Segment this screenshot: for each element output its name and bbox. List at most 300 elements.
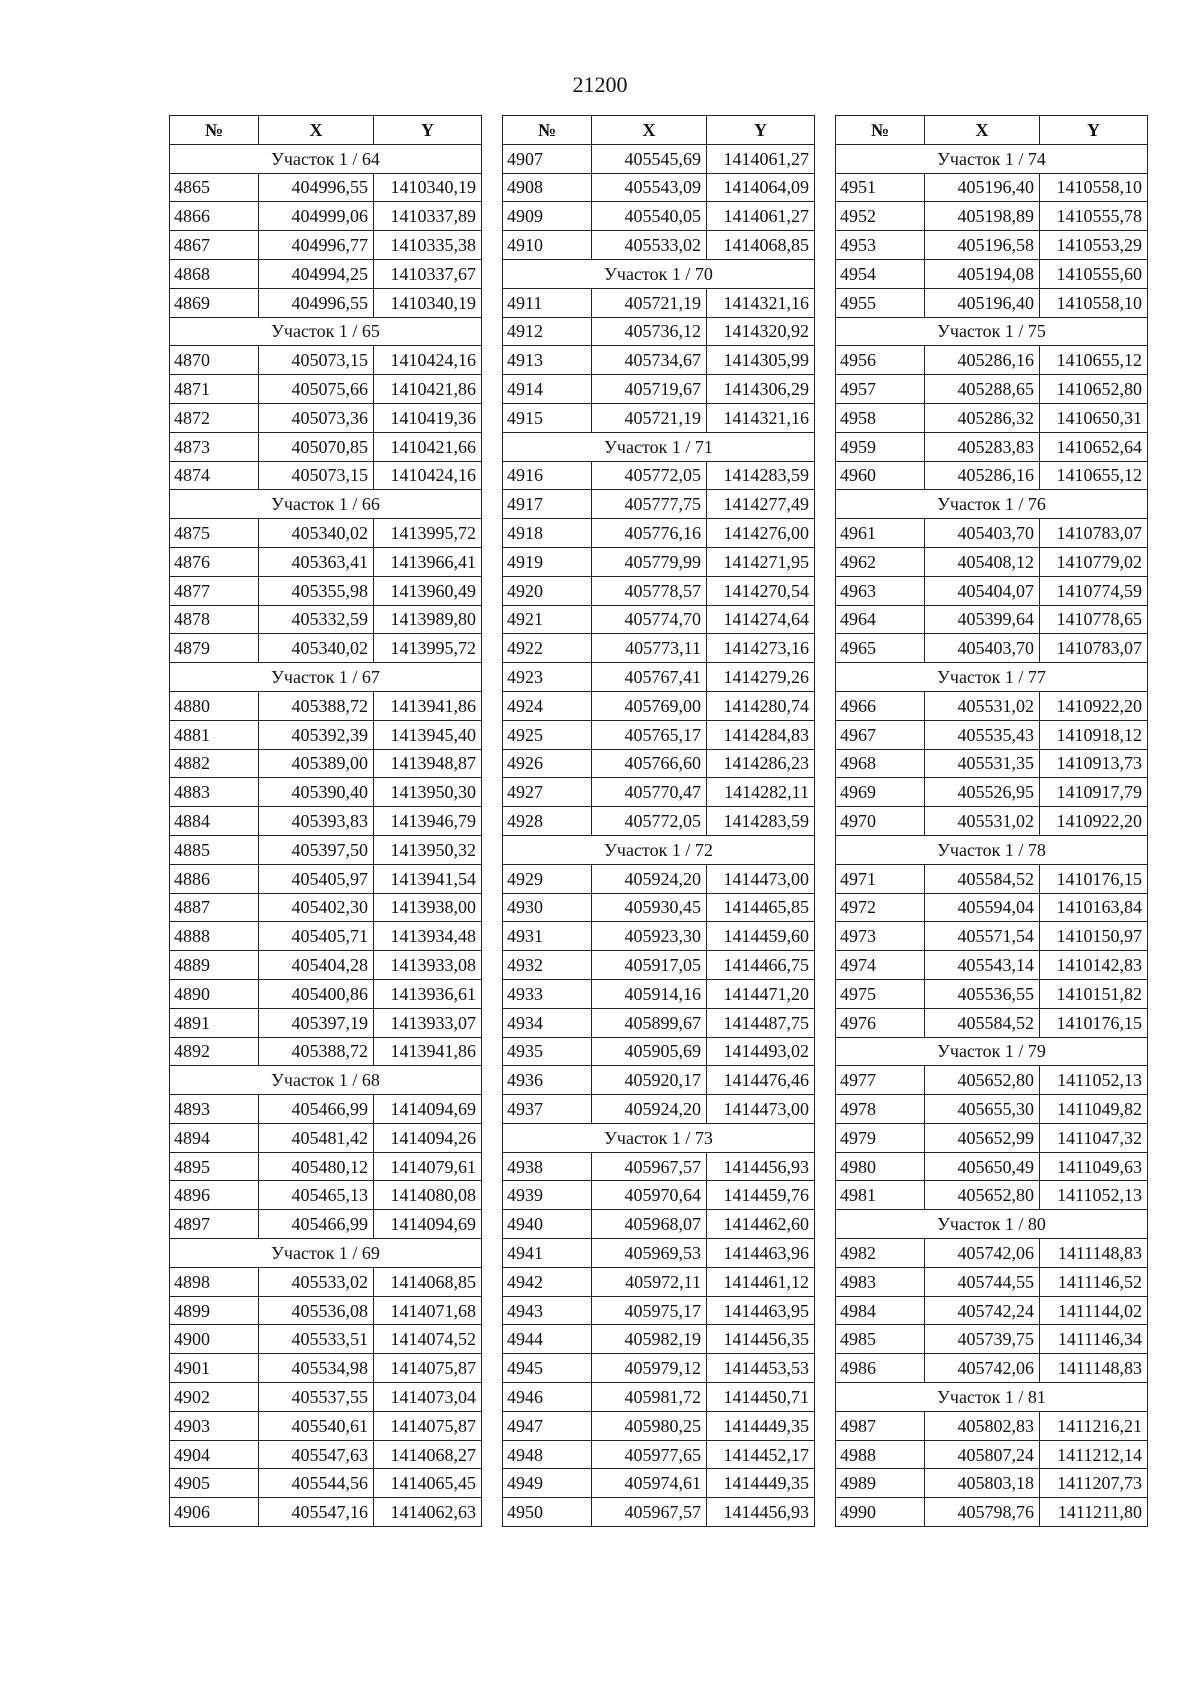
x-coordinate-cell: 405196,40 <box>925 288 1040 317</box>
y-coordinate-cell: 1414283,59 <box>707 461 815 490</box>
x-coordinate-cell: 405744,55 <box>925 1267 1040 1296</box>
y-coordinate-cell: 1414279,26 <box>707 663 815 692</box>
x-coordinate-cell: 405980,25 <box>592 1411 707 1440</box>
point-number-cell: 4967 <box>836 720 925 749</box>
x-coordinate-cell: 405466,99 <box>259 1095 374 1124</box>
y-coordinate-cell: 1410655,12 <box>1040 346 1148 375</box>
point-number-cell: 4875 <box>170 519 259 548</box>
header-number: № <box>836 116 925 145</box>
point-number-cell: 4916 <box>503 461 592 490</box>
table-row <box>503 346 815 375</box>
y-coordinate-cell: 1414286,23 <box>707 749 815 778</box>
y-coordinate-cell: 1413936,61 <box>374 979 482 1008</box>
y-coordinate-cell: 1410421,86 <box>374 375 482 404</box>
x-coordinate-cell: 405540,61 <box>259 1411 374 1440</box>
table-row <box>503 951 815 980</box>
x-coordinate-cell: 405924,20 <box>592 1095 707 1124</box>
point-number-cell: 4937 <box>503 1095 592 1124</box>
x-coordinate-cell: 405967,57 <box>592 1152 707 1181</box>
y-coordinate-cell: 1414075,87 <box>374 1411 482 1440</box>
table-row <box>503 1210 815 1239</box>
table-row <box>836 951 1148 980</box>
point-number-cell: 4873 <box>170 432 259 461</box>
point-number-cell: 4968 <box>836 749 925 778</box>
table-row <box>170 1325 482 1354</box>
table-row <box>503 519 815 548</box>
x-coordinate-cell: 405355,98 <box>259 576 374 605</box>
table-row <box>836 749 1148 778</box>
y-coordinate-cell: 1411052,13 <box>1040 1066 1148 1095</box>
table-row <box>836 1411 1148 1440</box>
y-coordinate-cell: 1411212,14 <box>1040 1440 1148 1469</box>
point-number-cell: 4914 <box>503 375 592 404</box>
y-coordinate-cell: 1410652,80 <box>1040 375 1148 404</box>
point-number-cell: 4934 <box>503 1008 592 1037</box>
point-number-cell: 4899 <box>170 1296 259 1325</box>
table-row <box>503 778 815 807</box>
y-coordinate-cell: 1413950,32 <box>374 835 482 864</box>
point-number-cell: 4905 <box>170 1469 259 1498</box>
x-coordinate-cell: 405075,66 <box>259 375 374 404</box>
header-number: № <box>503 116 592 145</box>
section-row <box>836 144 1148 173</box>
y-coordinate-cell: 1414080,08 <box>374 1181 482 1210</box>
x-coordinate-cell: 404999,06 <box>259 202 374 231</box>
point-number-cell: 4977 <box>836 1066 925 1095</box>
x-coordinate-cell: 405778,57 <box>592 576 707 605</box>
y-coordinate-cell: 1414068,27 <box>374 1440 482 1469</box>
x-coordinate-cell: 405652,99 <box>925 1123 1040 1152</box>
point-number-cell: 4896 <box>170 1181 259 1210</box>
x-coordinate-cell: 405972,11 <box>592 1267 707 1296</box>
point-number-cell: 4935 <box>503 1037 592 1066</box>
x-coordinate-cell: 405536,08 <box>259 1296 374 1325</box>
point-number-cell: 4942 <box>503 1267 592 1296</box>
table-row <box>170 403 482 432</box>
point-number-cell: 4954 <box>836 259 925 288</box>
point-number-cell: 4989 <box>836 1469 925 1498</box>
table-row <box>170 259 482 288</box>
x-coordinate-cell: 405543,14 <box>925 951 1040 980</box>
x-coordinate-cell: 405974,61 <box>592 1469 707 1498</box>
point-number-cell: 4936 <box>503 1066 592 1095</box>
point-number-cell: 4906 <box>170 1498 259 1527</box>
point-number-cell: 4941 <box>503 1239 592 1268</box>
point-number-cell: 4984 <box>836 1296 925 1325</box>
point-number-cell: 4909 <box>503 202 592 231</box>
table-row <box>503 1095 815 1124</box>
y-coordinate-cell: 1410421,66 <box>374 432 482 461</box>
table-row <box>170 1383 482 1412</box>
point-number-cell: 4923 <box>503 663 592 692</box>
x-coordinate-cell: 405405,71 <box>259 922 374 951</box>
section-row <box>836 663 1148 692</box>
y-coordinate-cell: 1414075,87 <box>374 1354 482 1383</box>
table-row <box>503 547 815 576</box>
y-coordinate-cell: 1413941,86 <box>374 691 482 720</box>
point-number-cell: 4922 <box>503 634 592 663</box>
x-coordinate-cell: 405073,15 <box>259 461 374 490</box>
y-coordinate-cell: 1410783,07 <box>1040 519 1148 548</box>
y-coordinate-cell: 1410335,38 <box>374 231 482 260</box>
point-number-cell: 4903 <box>170 1411 259 1440</box>
y-coordinate-cell: 1414476,46 <box>707 1066 815 1095</box>
y-coordinate-cell: 1414305,99 <box>707 346 815 375</box>
table-row <box>836 432 1148 461</box>
x-coordinate-cell: 405650,49 <box>925 1152 1040 1181</box>
x-coordinate-cell: 405742,24 <box>925 1296 1040 1325</box>
point-number-cell: 4947 <box>503 1411 592 1440</box>
y-coordinate-cell: 1410424,16 <box>374 346 482 375</box>
point-number-cell: 4974 <box>836 951 925 980</box>
section-row <box>170 1066 482 1095</box>
table-row <box>170 346 482 375</box>
y-coordinate-cell: 1411052,13 <box>1040 1181 1148 1210</box>
section-title: Участок 1 / 77 <box>836 663 1148 692</box>
table-row <box>503 1411 815 1440</box>
y-coordinate-cell: 1414461,12 <box>707 1267 815 1296</box>
point-number-cell: 4943 <box>503 1296 592 1325</box>
point-number-cell: 4963 <box>836 576 925 605</box>
point-number-cell: 4960 <box>836 461 925 490</box>
section-title: Участок 1 / 66 <box>170 490 482 519</box>
point-number-cell: 4957 <box>836 375 925 404</box>
y-coordinate-cell: 1414453,53 <box>707 1354 815 1383</box>
x-coordinate-cell: 405286,32 <box>925 403 1040 432</box>
point-number-cell: 4870 <box>170 346 259 375</box>
x-coordinate-cell: 405772,05 <box>592 807 707 836</box>
x-coordinate-cell: 405721,19 <box>592 403 707 432</box>
x-coordinate-cell: 405481,42 <box>259 1123 374 1152</box>
point-number-cell: 4897 <box>170 1210 259 1239</box>
table-row <box>170 231 482 260</box>
point-number-cell: 4907 <box>503 144 592 173</box>
y-coordinate-cell: 1410779,02 <box>1040 547 1148 576</box>
point-number-cell: 4884 <box>170 807 259 836</box>
section-row <box>836 1037 1148 1066</box>
y-coordinate-cell: 1414465,85 <box>707 893 815 922</box>
table-row <box>170 807 482 836</box>
point-number-cell: 4882 <box>170 749 259 778</box>
x-coordinate-cell: 405363,41 <box>259 547 374 576</box>
table-row <box>503 663 815 692</box>
point-number-cell: 4930 <box>503 893 592 922</box>
point-number-cell: 4955 <box>836 288 925 317</box>
table-row <box>836 979 1148 1008</box>
table-row <box>170 893 482 922</box>
point-number-cell: 4924 <box>503 691 592 720</box>
x-coordinate-cell: 405544,56 <box>259 1469 374 1498</box>
point-number-cell: 4927 <box>503 778 592 807</box>
section-title: Участок 1 / 80 <box>836 1210 1148 1239</box>
coordinate-table-right <box>835 115 1148 1527</box>
y-coordinate-cell: 1410419,36 <box>374 403 482 432</box>
table-row <box>836 202 1148 231</box>
x-coordinate-cell: 405397,50 <box>259 835 374 864</box>
x-coordinate-cell: 405404,07 <box>925 576 1040 605</box>
section-title: Участок 1 / 73 <box>503 1123 815 1152</box>
x-coordinate-cell: 405196,40 <box>925 173 1040 202</box>
x-coordinate-cell: 405196,58 <box>925 231 1040 260</box>
section-title: Участок 1 / 81 <box>836 1383 1148 1412</box>
section-title: Участок 1 / 76 <box>836 490 1148 519</box>
y-coordinate-cell: 1413941,54 <box>374 864 482 893</box>
y-coordinate-cell: 1410917,79 <box>1040 778 1148 807</box>
y-coordinate-cell: 1414463,96 <box>707 1239 815 1268</box>
table-row <box>170 864 482 893</box>
x-coordinate-cell: 405073,15 <box>259 346 374 375</box>
x-coordinate-cell: 405584,52 <box>925 1008 1040 1037</box>
point-number-cell: 4888 <box>170 922 259 951</box>
y-coordinate-cell: 1414079,61 <box>374 1152 482 1181</box>
y-coordinate-cell: 1410340,19 <box>374 173 482 202</box>
x-coordinate-cell: 405968,07 <box>592 1210 707 1239</box>
x-coordinate-cell: 405540,05 <box>592 202 707 231</box>
y-coordinate-cell: 1411216,21 <box>1040 1411 1148 1440</box>
table-row <box>503 1037 815 1066</box>
y-coordinate-cell: 1414473,00 <box>707 1095 815 1124</box>
y-coordinate-cell: 1414449,35 <box>707 1469 815 1498</box>
x-coordinate-cell: 405397,19 <box>259 1008 374 1037</box>
x-coordinate-cell: 405389,00 <box>259 749 374 778</box>
table-row <box>836 231 1148 260</box>
x-coordinate-cell: 405390,40 <box>259 778 374 807</box>
x-coordinate-cell: 405547,63 <box>259 1440 374 1469</box>
table-row <box>503 1008 815 1037</box>
table-row <box>503 1066 815 1095</box>
y-coordinate-cell: 1413941,86 <box>374 1037 482 1066</box>
point-number-cell: 4975 <box>836 979 925 1008</box>
y-coordinate-cell: 1414471,20 <box>707 979 815 1008</box>
table-row <box>503 691 815 720</box>
y-coordinate-cell: 1411148,83 <box>1040 1354 1148 1383</box>
x-coordinate-cell: 405571,54 <box>925 922 1040 951</box>
point-number-cell: 4929 <box>503 864 592 893</box>
table-row <box>836 519 1148 548</box>
x-coordinate-cell: 405531,02 <box>925 807 1040 836</box>
x-coordinate-cell: 405975,17 <box>592 1296 707 1325</box>
point-number-cell: 4917 <box>503 490 592 519</box>
y-coordinate-cell: 1414094,69 <box>374 1095 482 1124</box>
table-row <box>170 605 482 634</box>
point-number-cell: 4944 <box>503 1325 592 1354</box>
table-row <box>836 634 1148 663</box>
point-number-cell: 4887 <box>170 893 259 922</box>
point-number-cell: 4889 <box>170 951 259 980</box>
table-row <box>836 1181 1148 1210</box>
table-row <box>836 461 1148 490</box>
y-coordinate-cell: 1414094,26 <box>374 1123 482 1152</box>
table-row <box>170 691 482 720</box>
point-number-cell: 4966 <box>836 691 925 720</box>
point-number-cell: 4980 <box>836 1152 925 1181</box>
y-coordinate-cell: 1413995,72 <box>374 519 482 548</box>
x-coordinate-cell: 405774,70 <box>592 605 707 634</box>
y-coordinate-cell: 1414073,04 <box>374 1383 482 1412</box>
table-row <box>503 1354 815 1383</box>
point-number-cell: 4985 <box>836 1325 925 1354</box>
x-coordinate-cell: 405283,83 <box>925 432 1040 461</box>
table-row <box>170 461 482 490</box>
point-number-cell: 4983 <box>836 1267 925 1296</box>
point-number-cell: 4948 <box>503 1440 592 1469</box>
section-row <box>836 317 1148 346</box>
section-title: Участок 1 / 70 <box>503 259 815 288</box>
section-title: Участок 1 / 68 <box>170 1066 482 1095</box>
x-coordinate-cell: 405533,51 <box>259 1325 374 1354</box>
x-coordinate-cell: 405286,16 <box>925 346 1040 375</box>
point-number-cell: 4978 <box>836 1095 925 1124</box>
x-coordinate-cell: 405652,80 <box>925 1181 1040 1210</box>
x-coordinate-cell: 405766,60 <box>592 749 707 778</box>
x-coordinate-cell: 404996,55 <box>259 288 374 317</box>
x-coordinate-cell: 405739,75 <box>925 1325 1040 1354</box>
y-coordinate-cell: 1410151,82 <box>1040 979 1148 1008</box>
table-row <box>170 1411 482 1440</box>
x-coordinate-cell: 405537,55 <box>259 1383 374 1412</box>
y-coordinate-cell: 1413933,08 <box>374 951 482 980</box>
table-row <box>503 605 815 634</box>
y-coordinate-cell: 1411144,02 <box>1040 1296 1148 1325</box>
y-coordinate-cell: 1411049,63 <box>1040 1152 1148 1181</box>
table-row <box>503 864 815 893</box>
table-row <box>170 1123 482 1152</box>
x-coordinate-cell: 405070,85 <box>259 432 374 461</box>
coordinate-table-left <box>169 115 482 1527</box>
table-row <box>170 720 482 749</box>
table-row <box>503 1296 815 1325</box>
table-row <box>170 519 482 548</box>
x-coordinate-cell: 405770,47 <box>592 778 707 807</box>
x-coordinate-cell: 405073,36 <box>259 403 374 432</box>
point-number-cell: 4932 <box>503 951 592 980</box>
point-number-cell: 4988 <box>836 1440 925 1469</box>
y-coordinate-cell: 1414094,69 <box>374 1210 482 1239</box>
x-coordinate-cell: 405982,19 <box>592 1325 707 1354</box>
point-number-cell: 4872 <box>170 403 259 432</box>
y-coordinate-cell: 1414452,17 <box>707 1440 815 1469</box>
point-number-cell: 4910 <box>503 231 592 260</box>
x-coordinate-cell: 405742,06 <box>925 1239 1040 1268</box>
y-coordinate-cell: 1414450,71 <box>707 1383 815 1412</box>
x-coordinate-cell: 405807,24 <box>925 1440 1040 1469</box>
y-coordinate-cell: 1411146,34 <box>1040 1325 1148 1354</box>
point-number-cell: 4949 <box>503 1469 592 1498</box>
x-coordinate-cell: 405914,16 <box>592 979 707 1008</box>
point-number-cell: 4951 <box>836 173 925 202</box>
section-row <box>170 317 482 346</box>
section-title: Участок 1 / 67 <box>170 663 482 692</box>
point-number-cell: 4871 <box>170 375 259 404</box>
table-row <box>503 317 815 346</box>
section-title: Участок 1 / 75 <box>836 317 1148 346</box>
x-coordinate-cell: 405742,06 <box>925 1354 1040 1383</box>
x-coordinate-cell: 405969,53 <box>592 1239 707 1268</box>
x-coordinate-cell: 405535,43 <box>925 720 1040 749</box>
table-row <box>503 403 815 432</box>
x-coordinate-cell: 405392,39 <box>259 720 374 749</box>
point-number-cell: 4921 <box>503 605 592 634</box>
x-coordinate-cell: 405403,70 <box>925 519 1040 548</box>
x-coordinate-cell: 405734,67 <box>592 346 707 375</box>
table-row <box>836 1469 1148 1498</box>
x-coordinate-cell: 405288,65 <box>925 375 1040 404</box>
x-coordinate-cell: 405533,02 <box>592 231 707 260</box>
table-row <box>170 1498 482 1527</box>
x-coordinate-cell: 405970,64 <box>592 1181 707 1210</box>
table-row <box>503 490 815 519</box>
y-coordinate-cell: 1413960,49 <box>374 576 482 605</box>
table-row <box>170 1210 482 1239</box>
x-coordinate-cell: 405404,28 <box>259 951 374 980</box>
y-coordinate-cell: 1414271,95 <box>707 547 815 576</box>
x-coordinate-cell: 405772,05 <box>592 461 707 490</box>
table-row <box>836 1239 1148 1268</box>
table-row <box>170 1037 482 1066</box>
table-row <box>503 634 815 663</box>
table-row <box>170 922 482 951</box>
point-number-cell: 4987 <box>836 1411 925 1440</box>
x-coordinate-cell: 405536,55 <box>925 979 1040 1008</box>
point-number-cell: 4961 <box>836 519 925 548</box>
y-coordinate-cell: 1410558,10 <box>1040 173 1148 202</box>
table-row <box>503 1239 815 1268</box>
x-coordinate-cell: 405652,80 <box>925 1066 1040 1095</box>
table-row <box>170 749 482 778</box>
point-number-cell: 4904 <box>170 1440 259 1469</box>
y-coordinate-cell: 1410424,16 <box>374 461 482 490</box>
table-row <box>503 1181 815 1210</box>
point-number-cell: 4931 <box>503 922 592 951</box>
point-number-cell: 4902 <box>170 1383 259 1412</box>
y-coordinate-cell: 1414493,02 <box>707 1037 815 1066</box>
x-coordinate-cell: 405402,30 <box>259 893 374 922</box>
x-coordinate-cell: 405408,12 <box>925 547 1040 576</box>
x-coordinate-cell: 405981,72 <box>592 1383 707 1412</box>
y-coordinate-cell: 1413950,30 <box>374 778 482 807</box>
point-number-cell: 4953 <box>836 231 925 260</box>
point-number-cell: 4925 <box>503 720 592 749</box>
section-row <box>503 835 815 864</box>
y-coordinate-cell: 1413934,48 <box>374 922 482 951</box>
x-coordinate-cell: 405779,99 <box>592 547 707 576</box>
y-coordinate-cell: 1413989,80 <box>374 605 482 634</box>
x-coordinate-cell: 405736,12 <box>592 317 707 346</box>
point-number-cell: 4891 <box>170 1008 259 1037</box>
y-coordinate-cell: 1414306,29 <box>707 375 815 404</box>
y-coordinate-cell: 1414074,52 <box>374 1325 482 1354</box>
section-row <box>836 490 1148 519</box>
y-coordinate-cell: 1414064,09 <box>707 173 815 202</box>
header-y: Y <box>707 116 815 145</box>
y-coordinate-cell: 1414459,60 <box>707 922 815 951</box>
table-row <box>836 922 1148 951</box>
table-row <box>836 778 1148 807</box>
y-coordinate-cell: 1413948,87 <box>374 749 482 778</box>
y-coordinate-cell: 1413938,00 <box>374 893 482 922</box>
point-number-cell: 4982 <box>836 1239 925 1268</box>
point-number-cell: 4876 <box>170 547 259 576</box>
table-row <box>503 461 815 490</box>
point-number-cell: 4945 <box>503 1354 592 1383</box>
point-number-cell: 4911 <box>503 288 592 317</box>
y-coordinate-cell: 1414061,27 <box>707 202 815 231</box>
table-row <box>836 1440 1148 1469</box>
y-coordinate-cell: 1414459,76 <box>707 1181 815 1210</box>
point-number-cell: 4898 <box>170 1267 259 1296</box>
x-coordinate-cell: 405979,12 <box>592 1354 707 1383</box>
y-coordinate-cell: 1410922,20 <box>1040 691 1148 720</box>
